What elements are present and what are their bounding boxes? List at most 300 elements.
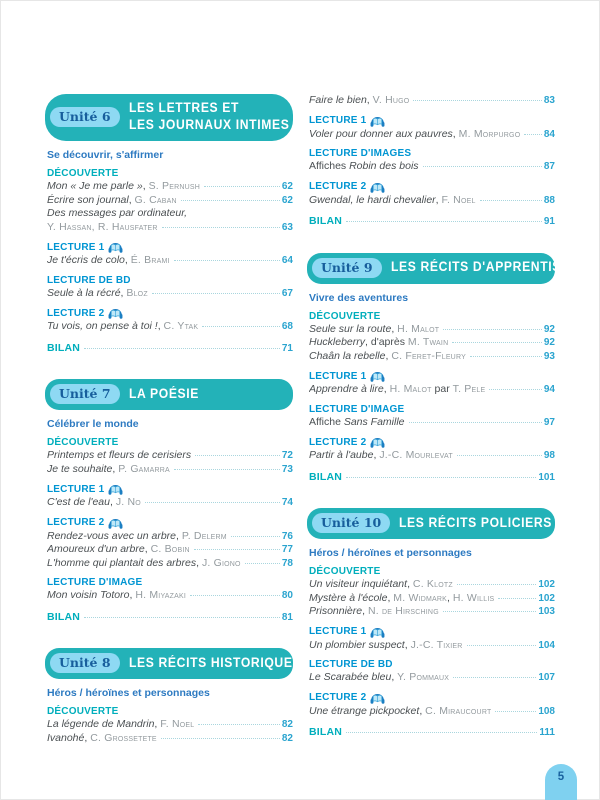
entry-text [309,449,453,463]
entry-title: Robin des bois [349,160,419,172]
group-label-text: LECTURE DE BD [47,274,131,286]
page-number: 87 [543,161,555,172]
group-label-text: LECTURE 2 [47,517,105,528]
page-number-tab [545,764,577,800]
group-label [47,437,293,448]
dotted-leader [457,584,536,585]
unit-subtitle: Héros / héroïnes et personnages [309,547,472,559]
audio-book-icon [370,116,385,128]
entry-text [309,350,466,364]
page-number: 111 [539,727,555,738]
toc-entry [309,592,555,606]
entry-text [309,578,453,592]
dotted-leader [84,617,280,618]
toc-entry [47,732,293,746]
entry-plain: , [452,127,459,140]
entry-plain: , [109,496,116,508]
page-number: 80 [281,590,293,601]
group-label [47,706,293,717]
entry-plain: , [154,718,161,730]
entry-title: Printemps et fleurs de cerisiers [47,449,192,461]
dotted-leader [346,732,537,733]
entry-plain: , [391,322,398,335]
entry-author: Y. Hassan, R. Hausfater [47,220,158,233]
toc-entry [309,323,555,337]
page-number: 103 [538,606,555,617]
dotted-leader [84,348,280,349]
unit-title-line: LA POÉSIE [128,385,199,401]
entry-author: C. Miraucourt [425,704,492,717]
entry-text [47,732,157,746]
page-number: 81 [281,611,293,623]
entry-author: É. Brami [130,254,170,266]
entry-author: H. Malot [397,322,440,335]
entry-author: J. Giono [201,556,241,569]
unit-title-line: LES JOURNAUX INTIMES [128,117,289,132]
page-number: 92 [543,323,555,335]
unit-badge: Unité 9 [312,258,382,278]
unit-title [391,259,600,276]
unit-badge: Unité 6 [50,107,120,127]
entry-text [47,320,198,334]
entry-plain: , [142,180,149,192]
toc-entry [47,496,293,510]
group-label-text: LECTURE DE BD [309,659,393,670]
page-number: 64 [281,255,293,266]
unit-badge: Unité 7 [50,384,120,404]
toc-column-right [307,94,598,745]
dotted-leader [489,389,542,390]
page-number: 63 [281,221,293,233]
audio-book-icon [370,182,385,194]
entry-text [309,671,449,685]
unit-title-line: LES LETTRES ET [128,100,239,116]
dotted-leader [195,455,280,456]
entry-plain: , [157,320,164,332]
audio-book-icon [370,693,385,705]
toc-entry [47,207,293,221]
group-label [47,275,293,286]
entry-title: Amoureux d'un arbre [47,543,145,555]
entry-title: Prisonnière [309,605,363,617]
entry-title: Rendez-vous avec un arbre [47,529,176,542]
entry-plain: , [84,731,91,744]
toc-entry [309,449,555,463]
page-number: 68 [281,321,293,332]
toc-entry [47,543,293,557]
toc-entry [309,705,555,719]
page-number: 76 [281,530,293,542]
bilan-row [309,471,555,485]
entry-title: Le Scarabée bleu [309,671,392,683]
entry-text [309,592,494,606]
bilan-row [309,726,555,740]
group-label [309,659,555,670]
unit-title-line: LES RÉCITS POLICIERS [399,514,553,530]
unit-block [45,648,301,745]
toc-entry [309,639,555,653]
group-label [47,241,293,253]
entry-plain: , [129,589,136,601]
unit-header-bar [307,253,598,284]
entry-text [47,496,141,510]
toc-entry [309,94,555,108]
toc-entry [309,671,555,685]
entry-text [47,180,200,194]
dotted-leader [198,724,280,725]
toc-entry [309,578,555,592]
dotted-leader [457,455,542,456]
bilan-row [309,215,555,229]
group-label [47,517,293,529]
entry-text [309,160,419,174]
entry-title: C'est de l'eau [47,496,110,508]
unit-block [307,253,598,485]
group-label-text: LECTURE 2 [309,436,367,448]
group-label [309,436,555,448]
entry-text [47,221,158,235]
dotted-leader [413,100,541,101]
entry-plain: , [387,591,394,604]
page-number: 92 [543,337,555,348]
unit-subtitle: Célébrer le monde [47,418,139,430]
dotted-leader [498,598,536,599]
entry-author: V. Hugo [372,94,410,106]
toc-entry [309,194,555,208]
page-number: 108 [538,705,555,717]
toc-column-left [45,94,301,745]
entry-text [309,416,405,430]
page-number: 73 [281,463,293,475]
entry-text [47,449,191,463]
page-number: 82 [281,719,293,730]
group-label-text: LECTURE D'IMAGE [47,577,143,588]
group-label-text: LECTURE 1 [309,626,367,637]
dotted-leader [174,260,280,261]
page-number: 94 [543,384,555,395]
entry-author: J. No [115,496,141,508]
entry-plain: , [176,529,182,542]
toc-entry [309,350,555,364]
unit-block [45,379,293,624]
entry-author: P. Gamarra [118,462,170,475]
dotted-leader [480,200,542,201]
entry-title: La légende de Mandrin [47,718,155,730]
entry-text [47,207,187,221]
unit-subtitle: Héros / héroïnes et personnages [47,687,210,699]
unit-title [129,100,307,134]
bilan-row [47,611,293,625]
entry-plain: , [144,543,151,555]
entry-title: Chaân la rebelle [309,349,386,362]
dotted-leader [346,477,536,478]
entry-plain: , d'après [365,336,408,348]
page-number: 78 [281,557,293,569]
page-number: 74 [281,497,293,508]
entry-title: Mon voisin Totoro [47,589,130,601]
entry-plain: , [407,578,413,590]
group-label-text: DÉCOUVERTE [47,706,119,717]
entry-author: F. Noel [441,193,476,206]
entry-author: Bloz [126,286,148,299]
page-number: 91 [543,216,555,227]
entry-author: M. Morpurgo [458,127,521,140]
page-number: 82 [281,732,293,744]
dotted-leader [423,166,542,167]
unit-title [399,515,569,532]
toc-entry [47,718,293,732]
entry-author: G. Caban [134,193,177,206]
entry-title: Apprendre à lire [309,383,384,395]
entry-plain: , [362,605,368,617]
group-label [309,311,555,322]
dotted-leader [231,536,280,537]
unit-header-bar [45,379,293,410]
group-label [309,566,555,577]
group-label-text: LECTURE 1 [47,241,105,253]
group-label [309,404,555,415]
page-number: 88 [543,194,555,206]
entry-author: C. Klotz [412,578,453,590]
entry-text [309,705,491,719]
page-number: 72 [281,450,293,461]
group-label [309,692,555,704]
entry-plain: , [447,591,453,604]
entry-text [309,336,448,350]
entry-text [47,557,241,571]
entry-plain: , [366,94,373,106]
page-number: 84 [543,128,555,140]
entry-author: C. Feret-Fleury [391,349,466,362]
entry-author: C. Grossetete [90,731,157,744]
entry-author: P. Delerm [181,529,227,542]
page-number: 98 [543,450,555,461]
page-number: 107 [538,672,555,683]
toc-entry [309,336,555,350]
group-label [309,370,555,382]
entry-title: Faire le bien [309,94,367,106]
group-label-text: LECTURE D'IMAGE [309,403,405,415]
entry-author: N. de Hirsching [367,605,439,617]
dotted-leader [145,502,280,503]
toc-entry [47,320,293,334]
entry-author: J.-C. Mourlevat [379,449,453,461]
entry-author: H. Miyazaki [135,589,187,601]
toc-entry [309,383,555,397]
toc-entry [47,221,293,235]
page-number: 77 [281,544,293,555]
bilan-label: BILAN [47,610,81,623]
toc-entry [47,254,293,268]
entry-title: L'homme qui plantait des arbres [47,556,197,569]
dotted-leader [181,200,280,201]
entry-title: Voler pour donner aux pauvres [309,127,453,140]
entry-text [309,323,439,337]
group-label-text: LECTURE 1 [309,370,367,382]
toc-entry [47,180,293,194]
group-label [309,148,555,159]
entry-title: Tu vois, on pense à toi ! [47,320,158,332]
page-number: 97 [543,416,555,428]
group-label [47,577,293,588]
entry-text [47,718,194,732]
toc-entry [47,463,293,477]
entry-text [309,94,409,108]
bilan-label: BILAN [309,215,343,227]
entry-author: S. Pernush [148,180,200,192]
entry-text [47,589,186,603]
unit-subtitle: Se découvrir, s'affirmer [47,149,164,161]
entry-plain: , [391,671,398,683]
unit-badge: Unité 10 [312,513,390,533]
toc-entry [47,194,293,208]
entry-author: C. Ytak [163,320,199,332]
dotted-leader [245,563,280,564]
group-label-text: LECTURE 2 [47,307,105,319]
audio-book-icon [370,437,385,449]
group-label-text: DÉCOUVERTE [309,310,381,322]
entry-author: M. Twain [407,336,449,348]
entry-plain: Affiche [309,415,344,428]
entry-title: Je t'écris de colo [47,254,125,266]
entry-text [309,128,520,142]
unit-block [307,508,555,740]
toc-entry [47,530,293,544]
entry-plain: , [404,638,411,651]
entry-text [309,194,476,208]
toc-entry [309,416,555,430]
unit-title [129,655,320,672]
unit-badge: Unité 8 [50,653,120,673]
unit-header-bar [45,648,301,679]
unit-block [45,94,293,355]
dotted-leader [452,342,542,343]
bilan-label: BILAN [309,726,343,738]
entry-author: J.-C. Tixier [410,638,463,651]
entry-text [47,530,227,544]
page-number: 104 [538,639,555,651]
entry-plain: , [128,193,135,206]
group-label-text: LECTURE 1 [309,115,367,126]
entry-plain: , [385,349,392,362]
dotted-leader [161,738,280,739]
entry-text [309,639,463,653]
dotted-leader [190,595,280,596]
entry-plain: , [196,556,202,569]
dotted-leader [174,469,280,470]
entry-text [47,543,190,557]
unit-title-line: LES RÉCITS D'APPRENTISSAGE [390,259,598,275]
unit-title [129,386,207,403]
entry-title: Des messages par ordinateur, [47,207,188,219]
audio-book-icon [370,627,385,639]
audio-book-icon [108,484,123,496]
entry-title: Mystère à l'école [309,591,388,604]
entry-title: Seule sur la route [309,322,392,335]
group-label [47,168,293,179]
audio-book-icon [108,308,123,320]
unit-block [307,94,555,229]
group-label-text: LECTURE 1 [47,483,105,495]
entry-author: T. Pele [452,383,486,395]
dotted-leader [495,711,536,712]
entry-title: Un plombier suspect [309,638,405,651]
entry-author: H. Willis [452,591,495,604]
page-number: 83 [543,95,555,106]
entry-title: Sans Famille [343,415,405,428]
entry-title: Partir à l'aube [309,449,374,461]
dotted-leader [453,677,536,678]
entry-title: Gwendal, le hardi chevalier [309,193,436,206]
entry-title: Ivanohé [47,731,85,744]
entry-author: F. Noel [160,718,195,730]
page-number: 62 [281,194,293,206]
entry-text [309,383,485,397]
toc-entry [309,160,555,174]
toc-entry [47,287,293,301]
bilan-label: BILAN [47,341,81,354]
unit-header-bar [45,94,293,141]
toc-entry [309,128,555,142]
entry-plain: , [383,383,390,395]
group-label [309,626,555,638]
entry-plain: , [373,449,380,461]
entry-author: Y. Pommaux [397,671,450,683]
group-label [309,115,555,127]
page-number: 67 [281,287,293,299]
group-label-text: LECTURE 2 [309,181,367,192]
toc-entry [47,557,293,571]
entry-title: Un visiteur inquiétant [309,578,408,590]
entry-text [47,254,170,268]
page-number: 101 [538,471,555,483]
dotted-leader [162,227,280,228]
dotted-leader [467,645,537,646]
dotted-leader [443,329,542,330]
entry-plain: , [112,462,119,475]
entry-title: Mon « Je me parle » [47,180,143,192]
dotted-leader [346,221,542,222]
entry-title: Seule à la récré [47,286,121,299]
entry-plain: , [435,193,442,206]
dotted-leader [409,422,542,423]
entry-author: C. Bobin [150,543,190,555]
page-number: 102 [538,592,555,604]
audio-book-icon [108,518,123,530]
entry-title: Huckleberry [309,336,366,348]
group-label-text: DÉCOUVERTE [47,168,119,179]
bilan-label: BILAN [309,470,343,483]
entry-plain: , [120,286,127,299]
entry-author: H. Malot [389,383,432,395]
page-number: 102 [538,579,555,590]
group-label [47,307,293,319]
audio-book-icon [108,242,123,254]
dotted-leader [443,611,536,612]
unit-header-bar [307,508,555,539]
group-label [47,483,293,495]
entry-plain: , [124,254,131,266]
dotted-leader [194,549,280,550]
entry-title: Écrire son journal [47,193,129,206]
entry-plain: Affiches [309,160,350,172]
entry-title: Une étrange pickpocket [309,704,420,717]
page-number: 5 [557,771,565,783]
entry-text [47,287,148,301]
dotted-leader [204,186,280,187]
page-number: 71 [281,342,293,354]
unit-subtitle: Vivre des aventures [309,291,409,304]
